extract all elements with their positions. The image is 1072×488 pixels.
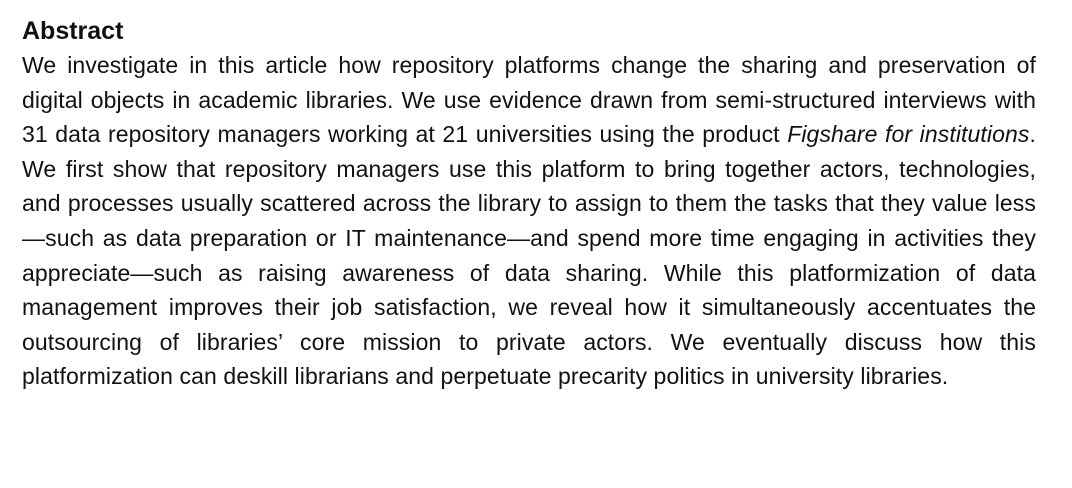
abstract-body [22, 48, 1036, 394]
abstract-text-part-2: . We first show that repository managers use this platform to bring together actors, technologies, and processes usually scattered across the library to assign to them the tasks that they value less—such as data preparation or IT maintenance—and spend more time engaging in activities they appreciate—such as raising awareness of data sharing. While this platformization of data management improves their job satisfaction, we reveal how it simultaneously accentuates the outsourcing of libraries’ core mission to private actors. We eventually discuss how this platformization can deskill librarians and perpetuate precarity politics in university libraries. [22, 121, 1037, 390]
abstract-section [22, 14, 1036, 394]
abstract-text-part-1: We investigate in this article how repository platforms change the sharing and preservation of digital objects in academic libraries. We use evidence drawn from semi-structured interviews with 31 data repository managers working at 21 universities using the product [22, 52, 1036, 148]
abstract-heading: Abstract [22, 17, 124, 45]
product-name: Figshare for institutions [787, 121, 1030, 148]
